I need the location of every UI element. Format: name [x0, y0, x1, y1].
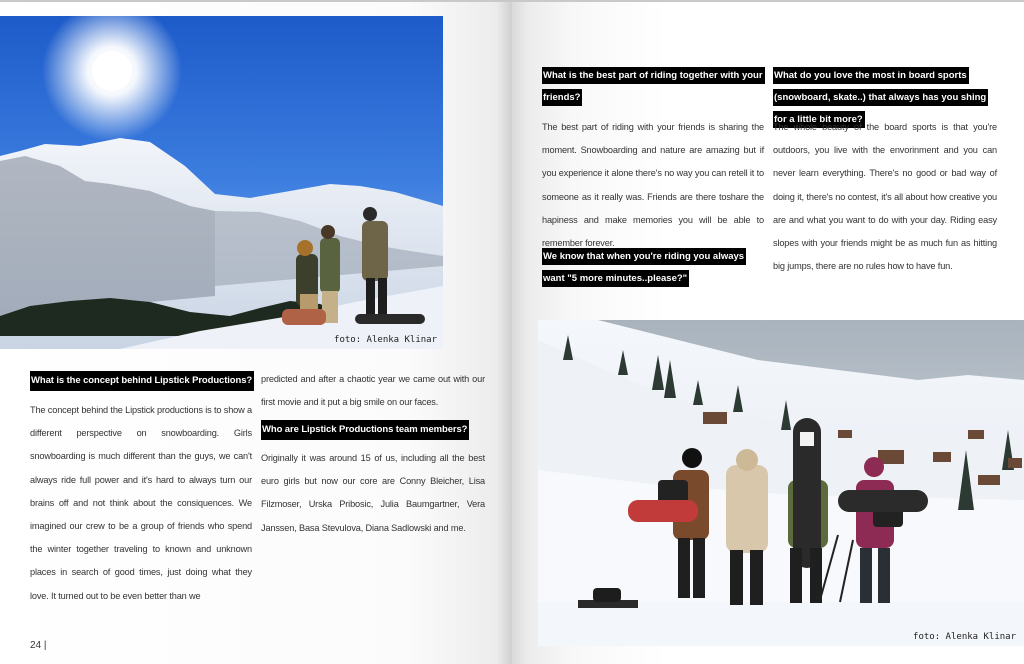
page-top-edge — [512, 0, 1024, 2]
mountain-photo — [0, 16, 443, 349]
best-part-body: The best part of riding with your friends is sharing the moment. Snowboarding and nature are amazing but if you experience it alone there's no way you can retell it to someone as it really was. Friends are there toshare the hapiness and make memories you will be able to remember forever. — [542, 122, 764, 249]
heading-best-part — [542, 65, 766, 109]
heading-five-more-minutes-text: We know that when you're riding you always want "5 more minutes..please?" — [542, 248, 746, 287]
mountain-photo-illustration — [0, 16, 443, 349]
board-sports-body: The whole beauty of the board sports is that you're outdoors, you live with the envorinment and you can never learn everything. There's no good or bad way of doing it, there's no contest, it's all about how creative you are and what you want to do with your day. Riding easy slopes with your friends might be as much fun as hitting big jumps, there are no rules how to have fun. — [773, 122, 997, 272]
heading-board-sports-text: What do you love the most in board sports (snowboard, skate..) that always has you shing for a little bit more? — [773, 67, 988, 128]
heading-concept: What is the concept behind Lipstick Productions? — [30, 371, 254, 391]
concept-body-col1: The concept behind the Lipstick productions is to show a different perspective on snowboarding. Girls snowboarding is much different than the guys, we can't always ride full power and it's hard to always turn our brains off and not think about the consiquences. We imagined our crew to be a group of friends who spend the winter together traveling to known and unknown places in search of good times, just doing what they love. It turned out to be even better than we — [30, 405, 252, 601]
team-members-body: Originally it was around 15 of us, including all the best euro girls but now our core are Conny Bleicher, Lisa Filzmoser, Urska Pribosic, Julia Baumgartner, Vera Janssen, Basa Stevulova, Diana Sadlowski and me. — [261, 453, 485, 533]
valley-photo — [538, 320, 1024, 646]
heading-best-part-text: What is the best part of riding together with your friends? — [542, 67, 765, 106]
page-top-edge — [0, 0, 512, 2]
heading-team-members: Who are Lipstick Productions team members? — [261, 420, 469, 440]
page-number: 24 | — [30, 640, 47, 651]
photo-credit: foto: Alenka Klinar — [913, 632, 1016, 642]
photo-credit: foto: Alenka Klinar — [334, 335, 437, 345]
heading-five-more-minutes — [542, 246, 766, 290]
concept-body-col2: predicted and after a chaotic year we came out with our first movie and it put a big smile on our faces. — [261, 374, 485, 408]
valley-photo-illustration — [538, 320, 1024, 646]
right-page — [512, 0, 1024, 664]
